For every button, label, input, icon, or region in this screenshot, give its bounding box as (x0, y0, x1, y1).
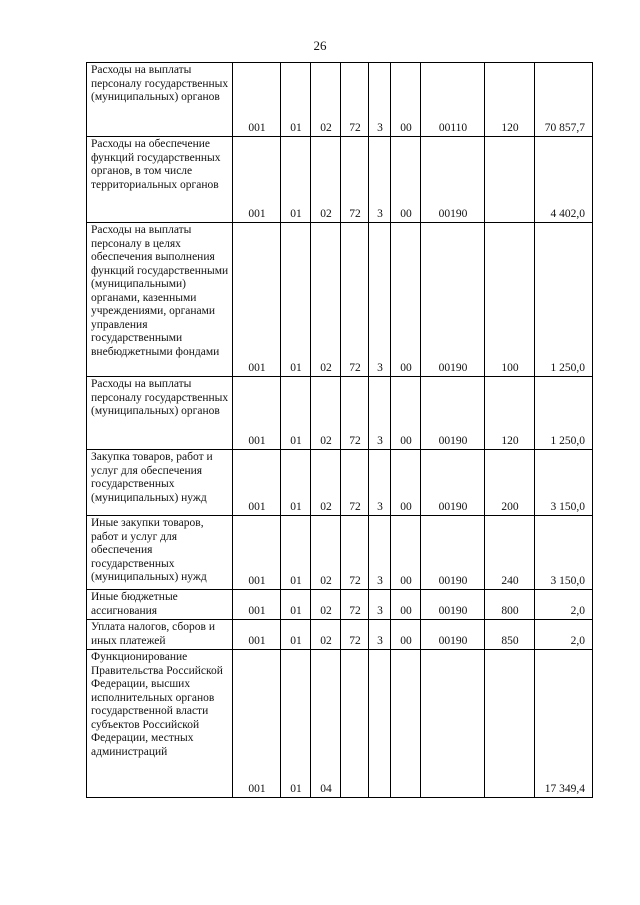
table-row (87, 450, 593, 516)
row-name: Закупка товаров, работ и услуг для обеспечения государственных (муниципальных) нужд (87, 450, 233, 516)
group-code: 00 (391, 63, 421, 137)
program-code: 72 (341, 137, 369, 223)
row-name: Расходы на обеспечение функций государственных органов, в том числе территориальных органов (87, 137, 233, 223)
subsection-code: 04 (311, 650, 341, 798)
subsection-code: 02 (311, 137, 341, 223)
table-row (87, 137, 593, 223)
expense-type-code (485, 137, 535, 223)
subprogram-code: 3 (369, 516, 391, 590)
group-code: 00 (391, 137, 421, 223)
item-code (421, 650, 485, 798)
expense-type-code: 120 (485, 377, 535, 450)
subsection-code: 02 (311, 590, 341, 620)
program-code: 72 (341, 450, 369, 516)
amount: 3 150,0 (535, 450, 593, 516)
section-code: 01 (281, 223, 311, 377)
item-code: 00190 (421, 450, 485, 516)
item-code: 00190 (421, 137, 485, 223)
subprogram-code: 3 (369, 63, 391, 137)
program-code: 72 (341, 223, 369, 377)
table-row (87, 516, 593, 590)
section-code: 01 (281, 590, 311, 620)
group-code: 00 (391, 516, 421, 590)
amount: 4 402,0 (535, 137, 593, 223)
group-code: 00 (391, 620, 421, 650)
row-name: Иные бюджетные ассигнования (87, 590, 233, 620)
ministry-code: 001 (233, 450, 281, 516)
budget-table (86, 62, 593, 798)
item-code: 00110 (421, 63, 485, 137)
ministry-code: 001 (233, 377, 281, 450)
table-row (87, 650, 593, 798)
amount: 1 250,0 (535, 377, 593, 450)
program-code: 72 (341, 63, 369, 137)
subprogram-code: 3 (369, 620, 391, 650)
row-name: Иные закупки товаров, работ и услуг для обеспечения государственных (муниципальных) нужд (87, 516, 233, 590)
program-code: 72 (341, 516, 369, 590)
program-code: 72 (341, 590, 369, 620)
expense-type-code: 100 (485, 223, 535, 377)
item-code: 00190 (421, 620, 485, 650)
subsection-code: 02 (311, 450, 341, 516)
group-code (391, 650, 421, 798)
expense-type-code: 120 (485, 63, 535, 137)
ministry-code: 001 (233, 620, 281, 650)
section-code: 01 (281, 63, 311, 137)
row-name: Расходы на выплаты персоналу государственных (муниципальных) органов (87, 63, 233, 137)
amount: 70 857,7 (535, 63, 593, 137)
table-row (87, 63, 593, 137)
expense-type-code: 240 (485, 516, 535, 590)
ministry-code: 001 (233, 650, 281, 798)
expense-type-code: 800 (485, 590, 535, 620)
row-name: Расходы на выплаты персоналу в целях обеспечения выполнения функций государственными (муниципальными) органами, казенными учреждениями, органами управления государственными внебюджетными фондами (87, 223, 233, 377)
item-code: 00190 (421, 377, 485, 450)
group-code: 00 (391, 590, 421, 620)
amount: 2,0 (535, 620, 593, 650)
subprogram-code (369, 650, 391, 798)
program-code (341, 650, 369, 798)
subprogram-code: 3 (369, 590, 391, 620)
item-code: 00190 (421, 516, 485, 590)
expense-type-code (485, 650, 535, 798)
section-code: 01 (281, 137, 311, 223)
ministry-code: 001 (233, 63, 281, 137)
subprogram-code: 3 (369, 137, 391, 223)
subprogram-code: 3 (369, 223, 391, 377)
group-code: 00 (391, 223, 421, 377)
amount: 17 349,4 (535, 650, 593, 798)
page-number: 26 (313, 38, 327, 53)
program-code: 72 (341, 377, 369, 450)
section-code: 01 (281, 620, 311, 650)
subsection-code: 02 (311, 377, 341, 450)
table-row (87, 590, 593, 620)
section-code: 01 (281, 450, 311, 516)
subsection-code: 02 (311, 620, 341, 650)
amount: 1 250,0 (535, 223, 593, 377)
section-code: 01 (281, 650, 311, 798)
expense-type-code: 850 (485, 620, 535, 650)
row-name: Расходы на выплаты персоналу государственных (муниципальных) органов (87, 377, 233, 450)
amount: 3 150,0 (535, 516, 593, 590)
ministry-code: 001 (233, 590, 281, 620)
section-code: 01 (281, 377, 311, 450)
row-name: Функционирование Правительства Российской Федерации, высших исполнительных органов государственной власти субъектов Российской Федерации, местных администраций (87, 650, 233, 798)
amount: 2,0 (535, 590, 593, 620)
group-code: 00 (391, 377, 421, 450)
table-row (87, 223, 593, 377)
section-code: 01 (281, 516, 311, 590)
program-code: 72 (341, 620, 369, 650)
ministry-code: 001 (233, 516, 281, 590)
subsection-code: 02 (311, 516, 341, 590)
ministry-code: 001 (233, 223, 281, 377)
subsection-code: 02 (311, 63, 341, 137)
group-code: 00 (391, 450, 421, 516)
row-name: Уплата налогов, сборов и иных платежей (87, 620, 233, 650)
item-code: 00190 (421, 223, 485, 377)
subsection-code: 02 (311, 223, 341, 377)
subprogram-code: 3 (369, 450, 391, 516)
table-row (87, 377, 593, 450)
item-code: 00190 (421, 590, 485, 620)
ministry-code: 001 (233, 137, 281, 223)
table-row (87, 620, 593, 650)
subprogram-code: 3 (369, 377, 391, 450)
expense-type-code: 200 (485, 450, 535, 516)
